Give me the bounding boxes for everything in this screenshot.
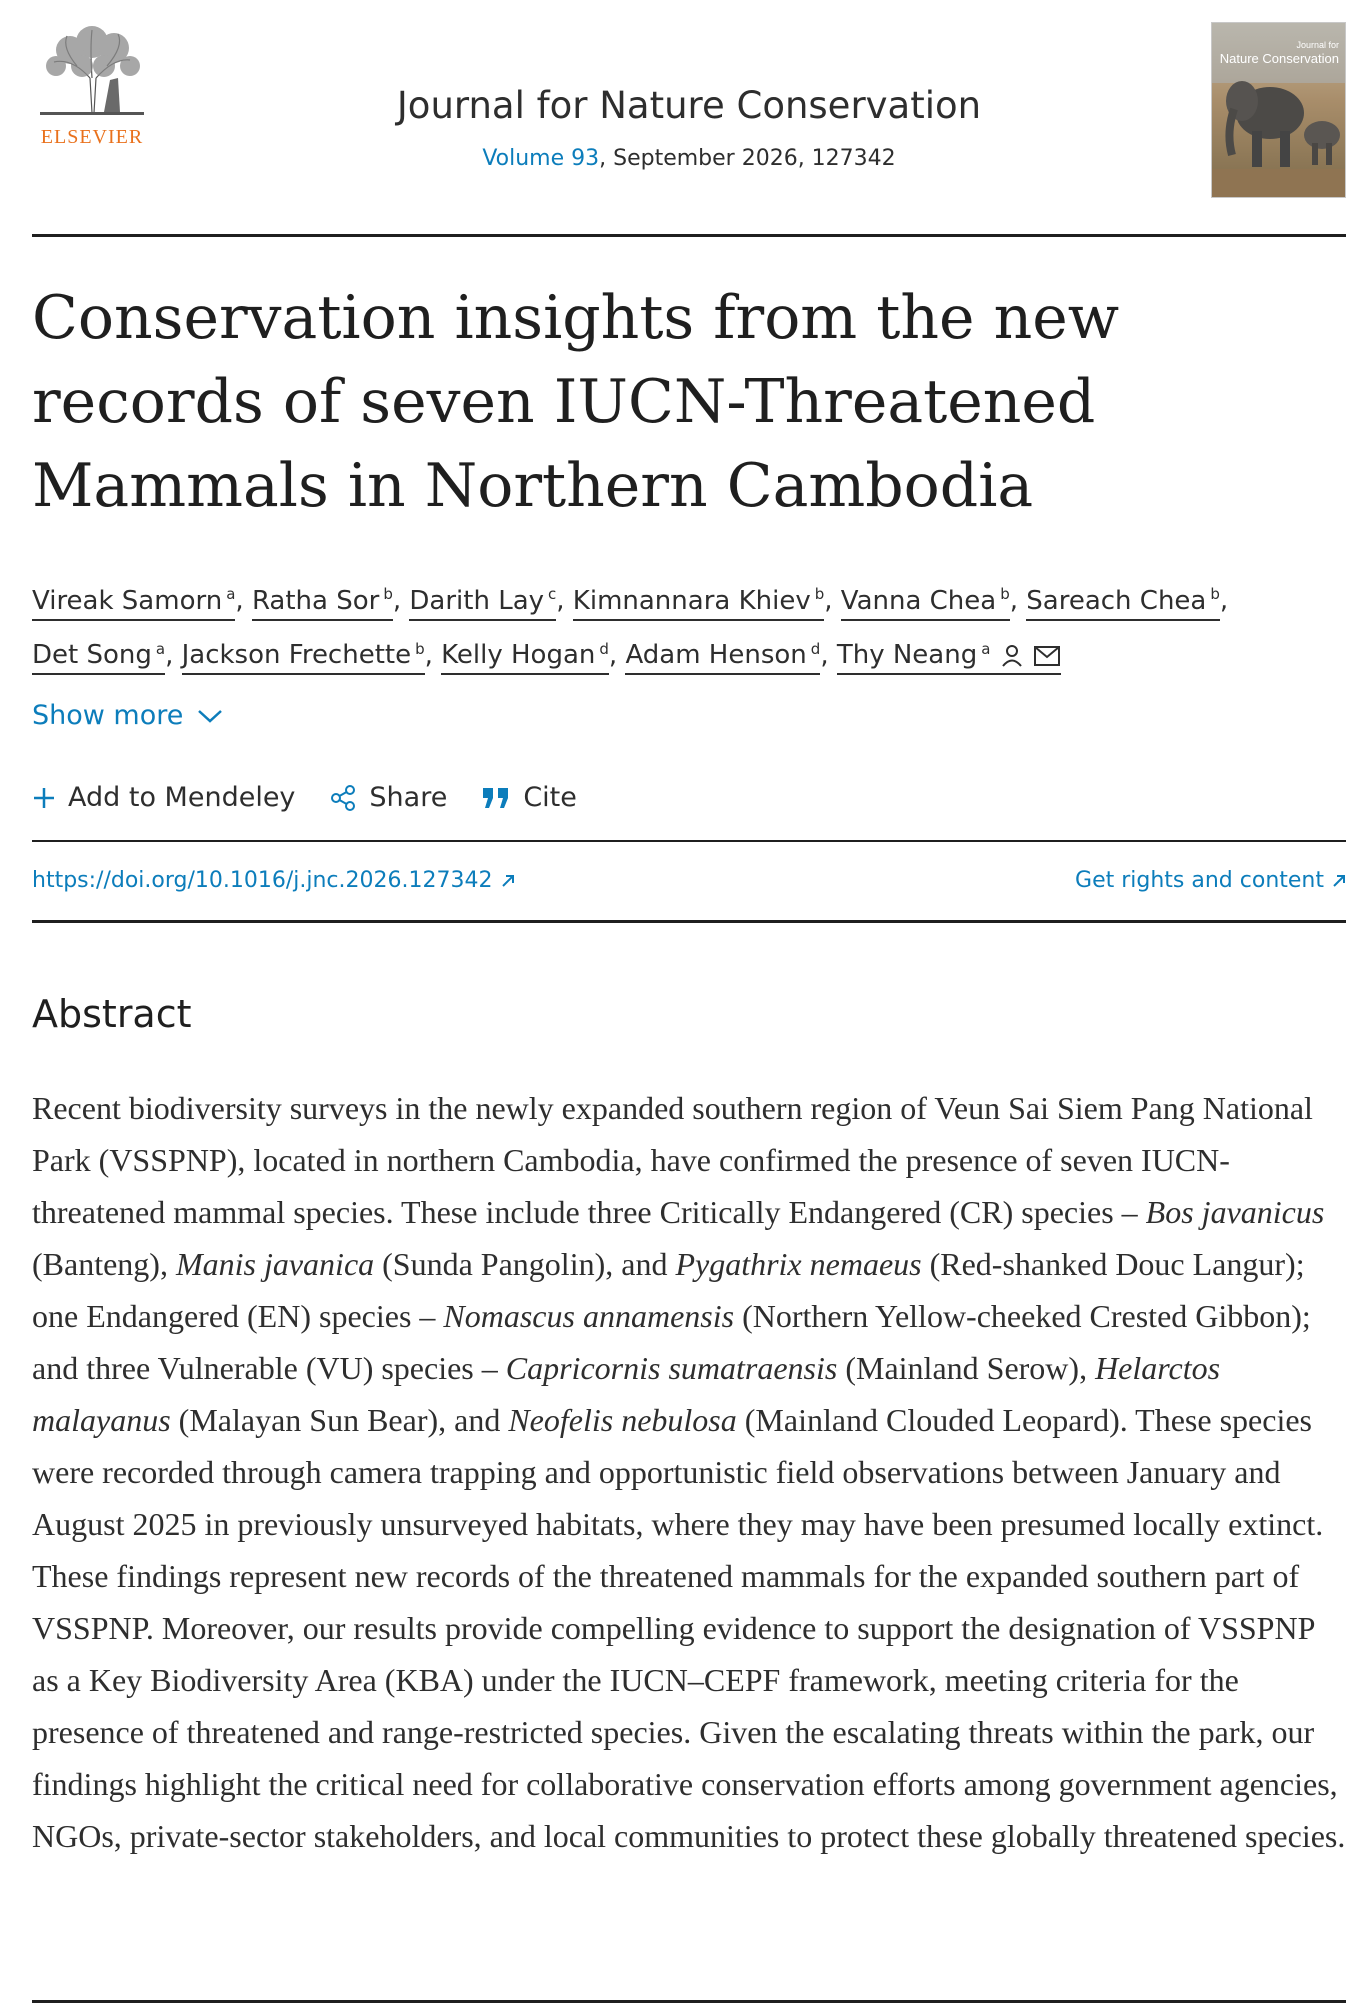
journal-cover-image[interactable] xyxy=(1211,22,1346,198)
author-separator: , xyxy=(392,585,410,616)
abstract-segment: (Mainland Serow), xyxy=(837,1350,1096,1386)
abstract-segment: Recent biodiversity surveys in the newly expanded southern region of Veun Sai Siem Pang National Park (VSSPNP), located in northern Cambodia, have confirmed the presence of seven IUCN-threatened mammal species. These include three Critically Endangered (CR) species – xyxy=(32,1090,1313,1230)
external-arrow-icon xyxy=(1332,874,1346,888)
author-group xyxy=(32,586,1228,676)
journal-issue-info xyxy=(32,146,1346,171)
author-separator: , xyxy=(424,640,442,671)
author-affiliation: a xyxy=(226,585,236,603)
author-link-corresponding[interactable] xyxy=(837,640,1061,675)
share-button[interactable] xyxy=(329,782,447,813)
author-separator: , xyxy=(608,640,626,671)
article-actions xyxy=(32,782,611,813)
person-icon xyxy=(1000,643,1024,667)
author-link[interactable] xyxy=(32,640,165,675)
author-affiliation: b xyxy=(814,585,825,603)
author-affiliation: b xyxy=(383,585,393,603)
article-page xyxy=(32,0,1346,1854)
abstract-segment: (Malayan Sun Bear), and xyxy=(170,1402,509,1438)
author-separator: , xyxy=(820,640,837,671)
species-name: Manis javanica xyxy=(175,1246,375,1282)
show-more-label: Show more xyxy=(32,700,184,731)
cite-label: Cite xyxy=(523,782,577,813)
rights-text: Get rights and content xyxy=(1075,868,1324,893)
species-name: Helarctos malayanus xyxy=(32,1350,1221,1438)
author-affiliation: d xyxy=(599,639,609,658)
add-to-mendeley-button[interactable] xyxy=(32,782,295,813)
cover-small-text: Journal for xyxy=(1296,40,1339,50)
author-affiliation: b xyxy=(1000,585,1010,603)
author-name: Vireak Samorn xyxy=(32,585,223,616)
author-affiliation: c xyxy=(548,585,557,603)
author-name: Sareach Chea xyxy=(1026,585,1207,616)
author-name: Kimnannara Khiev xyxy=(572,585,811,616)
doi-text: https://doi.org/10.1016/j.jnc.2026.127342 xyxy=(32,868,493,893)
author-link[interactable] xyxy=(625,640,820,675)
share-icon xyxy=(329,784,357,812)
author-name: Vanna Chea xyxy=(840,585,997,616)
species-name: Pygathrix nemaeus xyxy=(675,1246,922,1282)
author-list xyxy=(32,570,1346,683)
author-link[interactable] xyxy=(441,640,609,675)
external-arrow-icon xyxy=(501,874,515,888)
journal-header xyxy=(32,0,1346,236)
abstract-segment: (Banteng), xyxy=(32,1246,176,1282)
author-link[interactable] xyxy=(409,586,556,621)
author-name: Darith Lay xyxy=(409,585,545,616)
abstract-segment: (Northern Yellow-cheeked Crested Gibbon); and three Vulnerable (VU) species – xyxy=(32,1298,1311,1386)
elsevier-wordmark: ELSEVIER xyxy=(40,126,144,148)
author-name: Ratha Sor xyxy=(251,585,380,616)
author-link[interactable] xyxy=(252,586,393,621)
rights-link[interactable] xyxy=(1075,868,1346,893)
plus-icon xyxy=(32,786,56,810)
author-link[interactable] xyxy=(841,586,1010,621)
author-separator: , xyxy=(165,640,182,671)
cite-button[interactable] xyxy=(481,782,577,813)
quote-icon xyxy=(481,786,511,810)
chevron-down-icon xyxy=(197,708,223,724)
identifier-row xyxy=(32,868,1346,893)
issue-details: , September 2026, 127342 xyxy=(599,146,896,171)
add-to-mendeley-label: Add to Mendeley xyxy=(68,782,296,813)
author-separator: , xyxy=(1009,585,1027,616)
journal-title-link[interactable]: Journal for Nature Conservation xyxy=(396,84,982,127)
share-label: Share xyxy=(369,782,448,813)
identifier-divider xyxy=(32,920,1346,923)
author-name: Jackson Frechette xyxy=(181,640,412,671)
abstract-segment: (Sunda Pangolin), and xyxy=(374,1246,676,1282)
abstract-segment: (Mainland Clouded Leopard). These species were recorded through camera trapping and opportunistic field observations between January and August 2025 in previously unsurveyed habitats, where they may have been presumed locally extinct. These findings represent new records of the threatened mammals for the expanded southern part of VSSPNP. Moreover, our results provide compelling evidence to support the designation of VSSPNP as a Key Biodiversity Area (KBA) under the IUCN–CEPF framework, meeting criteria for the presence of threatened and range-restricted species. Given the escalating threats within the park, our findings highlight the critical need for collaborative conservation efforts among government agencies, NGOs, private-sector stakeholders, and local communities to protect these globally threatened species. xyxy=(32,1402,1346,1854)
author-name: Det Song xyxy=(32,640,152,671)
species-name: Neofelis nebulosa xyxy=(508,1402,737,1438)
cover-title-text: Nature Conservation xyxy=(1219,51,1339,66)
volume-link[interactable]: Volume 93 xyxy=(482,146,600,171)
author-affiliation: d xyxy=(810,639,821,658)
author-affiliation: b xyxy=(415,639,425,658)
author-name: Thy Neang xyxy=(836,640,978,671)
author-separator: , xyxy=(556,585,573,616)
doi-link[interactable] xyxy=(32,868,515,893)
species-name: Nomascus annamensis xyxy=(443,1298,735,1334)
abstract-text xyxy=(32,1082,1346,1862)
corresponding-icons xyxy=(1000,635,1060,683)
abstract-segment: (Red-shanked Douc Langur); one Endangered (EN) species – xyxy=(32,1246,1305,1334)
show-more-button[interactable] xyxy=(32,700,223,731)
author-separator: , xyxy=(1219,585,1229,616)
author-link[interactable] xyxy=(182,640,425,675)
author-link[interactable] xyxy=(32,586,235,621)
cover-title xyxy=(1220,39,1339,65)
author-name: Adam Henson xyxy=(625,640,807,671)
author-link[interactable] xyxy=(1026,586,1220,621)
author-separator: , xyxy=(824,585,841,616)
article-title: Conservation insights from the new records of seven IUCN-Threatened Mammals in Northern Cambodia xyxy=(32,283,1120,521)
envelope-icon xyxy=(1033,645,1061,667)
header-divider xyxy=(32,234,1346,237)
author-affiliation: b xyxy=(1210,585,1220,603)
species-name: Capricornis sumatraensis xyxy=(505,1350,838,1386)
author-name: Kelly Hogan xyxy=(441,640,596,671)
author-link[interactable] xyxy=(573,586,824,621)
author-separator: , xyxy=(235,585,252,616)
abstract-heading: Abstract xyxy=(32,992,192,1036)
author-affiliation: a xyxy=(981,639,991,658)
actions-divider xyxy=(32,840,1346,842)
author-affiliation: a xyxy=(155,639,166,658)
species-name: Bos javanicus xyxy=(1145,1194,1325,1230)
abstract-divider xyxy=(32,2000,1346,2003)
